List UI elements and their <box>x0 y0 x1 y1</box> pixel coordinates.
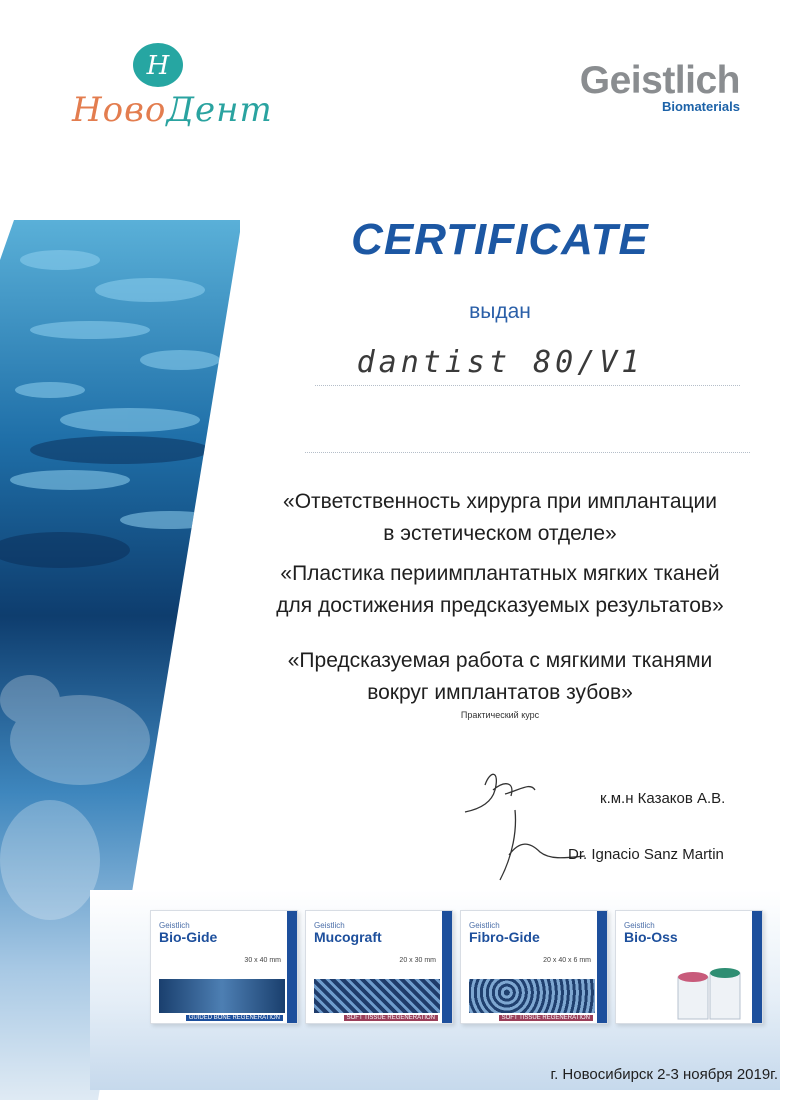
product-size: 30 x 40 mm <box>244 957 281 964</box>
signer-kazakov: к.м.н Казаков А.В. <box>600 790 726 807</box>
product-size: 20 x 30 mm <box>399 957 436 964</box>
signer-sanz-martin: Dr. Ignacio Sanz Martin <box>568 846 724 863</box>
geistlich-logo <box>579 59 740 114</box>
product-maker: Geistlich <box>469 921 500 930</box>
signature-scribbles <box>445 760 595 900</box>
blank-dotted-line <box>305 452 750 453</box>
course-3-line-2: вокруг имплантатов зубов» <box>367 681 633 704</box>
course-2-line-1: «Пластика периимплантатных мягких тканей <box>280 562 720 585</box>
product-stripe <box>597 911 607 1023</box>
product-stripe <box>442 911 452 1023</box>
product-tag: GUIDED BONE REGENERATION <box>186 1015 283 1021</box>
product-stripe <box>752 911 762 1023</box>
place-and-date: г. Новосибирск 2-3 ноября 2019г. <box>550 1066 778 1083</box>
course-2-line-2: для достижения предсказуемых результатов» <box>276 594 724 617</box>
recipient-name: dantist 80/V1 <box>356 345 644 380</box>
novodent-logo <box>72 38 273 130</box>
product-mucograft <box>305 910 453 1024</box>
product-bio-gide <box>150 910 298 1024</box>
product-bio-oss <box>615 910 763 1024</box>
bio-oss-vials <box>676 967 746 1021</box>
novodent-word-a: Ново <box>72 90 167 130</box>
product-name: Fibro-Gide <box>469 929 540 945</box>
product-maker: Geistlich <box>314 921 345 930</box>
product-photo <box>314 979 440 1013</box>
product-tag: SOFT TISSUE REGENERATION <box>344 1015 438 1021</box>
novodent-monogram-icon <box>130 40 186 90</box>
product-name: Bio-Oss <box>624 929 678 945</box>
course-title-3 <box>230 645 770 709</box>
course-type: Практический курс <box>460 710 540 720</box>
geistlich-brand: Geistlich <box>579 59 740 102</box>
course-3-line-1: «Предсказуемая работа с мягкими тканями <box>287 649 713 672</box>
product-maker: Geistlich <box>624 921 655 930</box>
course-1-line-1: «Ответственность хирурга при имплантации <box>283 490 717 513</box>
svg-text:Н: Н <box>146 51 170 81</box>
product-stripe <box>287 911 297 1023</box>
course-1-line-2: в эстетическом отделе» <box>383 522 617 545</box>
geistlich-sub: Biomaterials <box>661 99 740 114</box>
product-name: Bio-Gide <box>159 929 218 945</box>
novodent-word-b: Дент <box>166 90 273 130</box>
product-tag: SOFT TISSUE REGENERATION <box>499 1015 593 1021</box>
product-fibro-gide <box>460 910 608 1024</box>
recipient-dotted-line <box>315 385 740 386</box>
novodent-wordmark <box>72 90 273 130</box>
product-name: Mucograft <box>314 929 382 945</box>
product-photo <box>469 979 595 1013</box>
product-size: 20 x 40 x 6 mm <box>543 957 591 964</box>
product-photo <box>159 979 285 1013</box>
issued-label: выдан <box>469 300 531 323</box>
product-maker: Geistlich <box>159 921 190 930</box>
course-title-2 <box>230 558 770 622</box>
certificate-title: CERTIFICATE <box>351 215 649 264</box>
course-title-1 <box>230 486 770 550</box>
